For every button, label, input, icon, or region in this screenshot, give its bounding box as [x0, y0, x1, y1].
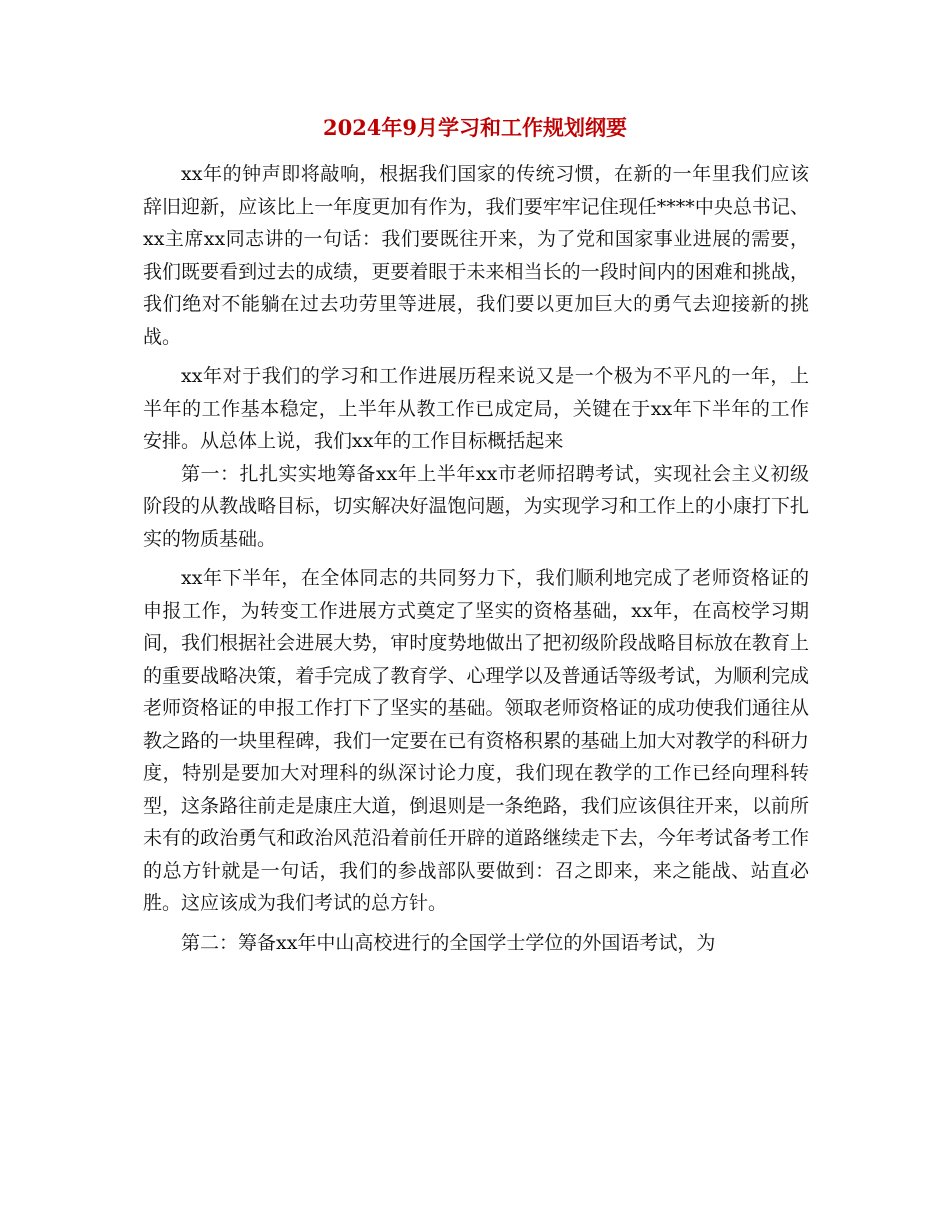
paragraph-goal-two: 第二：筹备xx年中山高校进行的全国学士学位的外国语考试，为 [181, 931, 716, 954]
paragraph-intro: xx年的钟声即将敲响，根据我们国家的传统习惯，在新的一年里我们应该辞旧迎新，应该比上一年度更加有作为，我们要牢牢记住现任****中央总书记、xx主席xx同志讲的一句话：我们要既往开来，为了党和国家事业进展的需要，我们既要看到过去的成绩，更要着眼于未来相当长的一段时间内的困难和挑战，我们绝对不能躺在过去功劳里等进展，我们要以更加巨大的勇气去迎接新的挑战。 [143, 163, 809, 348]
paragraph-overview: xx年对于我们的学习和工作进展历程来说又是一个极为不平凡的一年，上半年的工作基本稳定，上半年从教工作已成定局，关键在于xx年下半年的工作安排。从总体上说，我们xx年的工作目标概括起来 [143, 365, 809, 452]
paragraph-review: xx年下半年，在全体同志的共同努力下，我们顺利地完成了老师资格证的申报工作，为转变工作进展方式奠定了坚实的资格基础，xx年，在高校学习期间，我们根据社会进展大势，审时度势地做出了把初级阶段战略目标放在教育上的重要战略决策，着手完成了教育学、心理学以及普通话等级考试，为顺利完成老师资格证的申报工作打下了坚实的基础。领取老师资格证的成功使我们通往从教之路的一块里程碑，我们一定要在已有资格积累的基础上加大对教学的科研力度，特别是要加大对理科的纵深讨论力度，我们现在教学的工作已经向理科转型，这条路往前走是康庄大道，倒退则是一条绝路，我们应该俱往开来，以前所未有的政治勇气和政治风范沿着前任开辟的道路继续走下去，今年考试备考工作的总方针就是一句话，我们的参战部队要做到：召之即来，来之能战、站直必胜。这应该成为我们考试的总方针。 [143, 567, 809, 914]
paragraph-goal-one: 第一：扎扎实实地筹备xx年上半年xx市老师招聘考试，实现社会主义初级阶段的从教战略目标，切实解决好温饱问题，为实现学习和工作上的小康打下扎实的物质基础。 [143, 462, 809, 550]
document-title: 2024年9月学习和工作规划纲要 [322, 115, 628, 140]
document-body [143, 158, 809, 959]
